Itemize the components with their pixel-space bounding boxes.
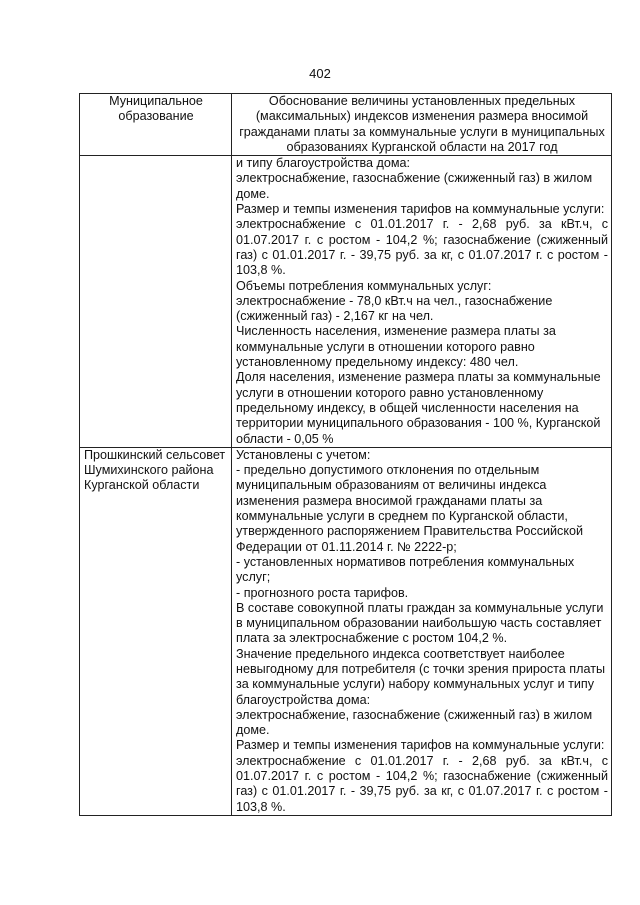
row2-line: - установленных нормативов потребления коммунальных услуг; <box>236 554 575 585</box>
row1-line: Численность населения, изменение размера платы за коммунальные услуги в отношении которого равно установленному предельному индексу: 480 чел. <box>236 324 556 370</box>
page-number: 402 <box>309 66 331 81</box>
row1-line: Размер и темпы изменения тарифов на коммунальные услуги: <box>236 202 605 217</box>
tariff-table <box>79 93 612 816</box>
row1-line: Доля населения, изменение размера платы за коммунальные услуги в отношении которого равно установленному предельному индексу, в общей численности населения на территории муниципального образования - 100 %, Курганской области - 0,05 % <box>236 370 601 446</box>
row1-municipality <box>80 156 232 448</box>
table-row <box>80 156 612 448</box>
row1-justification <box>232 156 612 448</box>
table-row <box>80 447 612 815</box>
row1-line: электроснабжение - 78,0 кВт.ч на чел., газоснабжение (сжиженный газ) - 2,167 кг на чел. <box>236 293 553 324</box>
table-header-row <box>80 94 612 156</box>
row1-line: и типу благоустройства дома: <box>236 156 411 171</box>
header-justification: Обоснование величины установленных предельных (максимальных) индексов изменения размера вносимой гражданами платы за коммунальные услуги в муниципальных образованиях Курганской области на 2017 год <box>232 94 612 156</box>
header-municipality: Муниципальное образование <box>80 94 232 156</box>
row2-line: - предельно допустимого отклонения по отдельным муниципальным образованиям от величины индекса изменения размера вносимой гражданами платы за коммунальные услуги в среднем по Курганской области, утвержденного распоряжением Правительства Российской Федерации от 01.11.2014 г. № 2222-р; <box>236 463 584 554</box>
row1-line: электроснабжение с 01.01.2017 г. - 2,68 руб. за кВт.ч, с 01.07.2017 г. с ростом - 104,2 %; газоснабжение (сжиженный газ) с 01.01.2017 г. - 39,75 руб. за кг, с 01.07.2017 г. с ростом - 103,8 %. <box>236 217 608 278</box>
row2-line: Значение предельного индекса соответствует наиболее невыгодному для потребителя (с точки зрения прироста платы за коммунальные услуги) набору коммунальных услуг и типу благоустройства дома: <box>236 646 606 707</box>
row2-line: электроснабжение, газоснабжение (сжиженный газ) в жилом доме. <box>236 707 593 738</box>
row2-line: электроснабжение с 01.01.2017 г. - 2,68 руб. за кВт.ч, с 01.07.2017 г. с ростом - 104,2 %; газоснабжение (сжиженный газ) с 01.01.2017 г. - 39,75 руб. за кг, с 01.07.2017 г. с ростом - 103,8 %. <box>236 753 608 814</box>
row2-line: Установлены с учетом: <box>236 447 371 462</box>
row1-line: Объемы потребления коммунальных услуг: <box>236 278 492 293</box>
row2-municipality: Прошкинский сельсовет Шумихинского района Курганской области <box>80 447 232 815</box>
row2-justification <box>232 447 612 815</box>
row2-line: В составе совокупной платы граждан за коммунальные услуги в муниципальном образовании наибольшую часть составляет плата за электроснабжение с ростом 104,2 %. <box>236 600 604 646</box>
row2-line: Размер и темпы изменения тарифов на коммунальные услуги: <box>236 738 605 753</box>
row1-line: электроснабжение, газоснабжение (сжиженный газ) в жилом доме. <box>236 171 593 201</box>
row2-line: - прогнозного роста тарифов. <box>236 585 409 600</box>
